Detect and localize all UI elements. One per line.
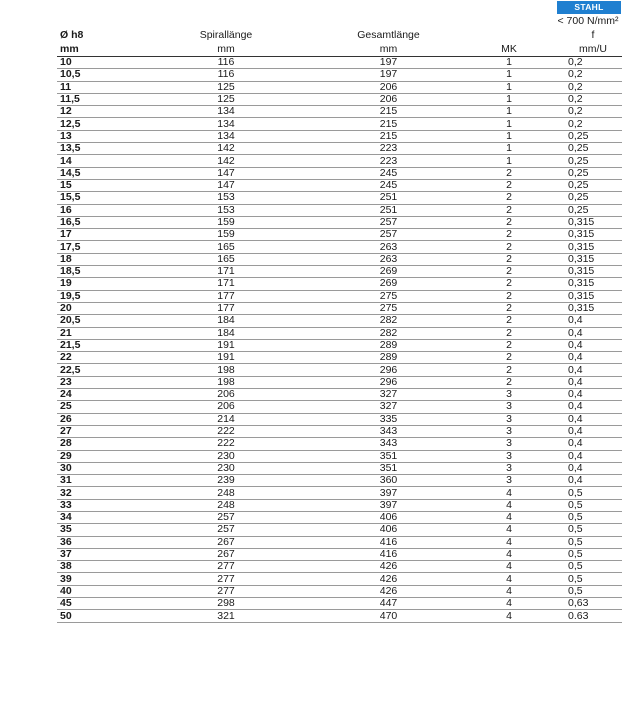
- cell-feed: 0,5: [564, 548, 622, 560]
- cell-flute-length: 184: [107, 315, 345, 327]
- cell-total-length: 289: [345, 352, 432, 364]
- cell-diameter: 35: [57, 524, 107, 536]
- cell-diameter: 11: [57, 81, 107, 93]
- cell-flute-length: 230: [107, 462, 345, 474]
- table-row: [57, 548, 622, 560]
- cell-feed: 0,5: [564, 499, 622, 511]
- cell-feed: 0,5: [564, 487, 622, 499]
- cell-feed: 0,25: [564, 143, 622, 155]
- table-row: [57, 511, 622, 523]
- cell-feed: 0,5: [564, 573, 622, 585]
- cell-flute-length: 159: [107, 216, 345, 228]
- cell-taper: 2: [432, 192, 564, 204]
- table-row: [57, 376, 622, 388]
- cell-taper: 1: [432, 93, 564, 105]
- cell-flute-length: 206: [107, 389, 345, 401]
- cell-diameter: 25: [57, 401, 107, 413]
- cell-feed: 0,4: [564, 376, 622, 388]
- table-row: [57, 573, 622, 585]
- cell-total-length: 257: [345, 229, 432, 241]
- cell-taper: 2: [432, 278, 564, 290]
- cell-flute-length: 153: [107, 204, 345, 216]
- cell-flute-length: 177: [107, 302, 345, 314]
- cell-taper: 3: [432, 425, 564, 437]
- cell-total-length: 296: [345, 364, 432, 376]
- cell-total-length: 263: [345, 241, 432, 253]
- cell-feed: 0,315: [564, 253, 622, 265]
- header-row-units: [57, 42, 622, 57]
- cell-flute-length: 248: [107, 487, 345, 499]
- cell-flute-length: 153: [107, 192, 345, 204]
- cell-diameter: 17: [57, 229, 107, 241]
- cell-diameter: 34: [57, 511, 107, 523]
- cell-diameter: 39: [57, 573, 107, 585]
- cell-flute-length: 248: [107, 499, 345, 511]
- cell-flute-length: 191: [107, 352, 345, 364]
- cell-taper: 1: [432, 69, 564, 81]
- cell-feed: 0,25: [564, 204, 622, 216]
- cell-taper: 2: [432, 315, 564, 327]
- cell-feed: 0,2: [564, 106, 622, 118]
- table-row: [57, 93, 622, 105]
- cell-total-length: 416: [345, 548, 432, 560]
- cell-total-length: 351: [345, 462, 432, 474]
- cell-diameter: 33: [57, 499, 107, 511]
- cell-total-length: 397: [345, 499, 432, 511]
- cell-taper: 1: [432, 155, 564, 167]
- cell-feed: 0,25: [564, 179, 622, 191]
- table-row: [57, 339, 622, 351]
- unit-taper: MK: [432, 42, 564, 57]
- cell-taper: 1: [432, 118, 564, 130]
- cell-diameter: 45: [57, 598, 107, 610]
- cell-diameter: 16: [57, 204, 107, 216]
- cell-flute-length: 198: [107, 376, 345, 388]
- cell-taper: 2: [432, 376, 564, 388]
- cell-diameter: 16,5: [57, 216, 107, 228]
- cell-diameter: 12: [57, 106, 107, 118]
- cell-total-length: 257: [345, 216, 432, 228]
- cell-flute-length: 147: [107, 179, 345, 191]
- table-row: [57, 315, 622, 327]
- cell-diameter: 32: [57, 487, 107, 499]
- cell-flute-length: 159: [107, 229, 345, 241]
- cell-diameter: 18: [57, 253, 107, 265]
- cell-diameter: 22,5: [57, 364, 107, 376]
- unit-total-length: mm: [345, 42, 432, 57]
- cell-taper: 2: [432, 167, 564, 179]
- cell-total-length: 197: [345, 57, 432, 69]
- cell-total-length: 426: [345, 585, 432, 597]
- cell-flute-length: 134: [107, 118, 345, 130]
- cell-taper: 2: [432, 266, 564, 278]
- cell-flute-length: 214: [107, 413, 345, 425]
- cell-diameter: 40: [57, 585, 107, 597]
- cell-feed: 0,25: [564, 130, 622, 142]
- cell-flute-length: 165: [107, 241, 345, 253]
- cell-taper: 2: [432, 253, 564, 265]
- table-row: [57, 253, 622, 265]
- cell-feed: 0,2: [564, 93, 622, 105]
- cell-feed: 0,5: [564, 511, 622, 523]
- table-row: [57, 438, 622, 450]
- cell-feed: 0,315: [564, 278, 622, 290]
- cell-taper: 2: [432, 364, 564, 376]
- cell-total-length: 269: [345, 278, 432, 290]
- cell-feed: 0,25: [564, 192, 622, 204]
- cell-flute-length: 125: [107, 81, 345, 93]
- cell-diameter: 14,5: [57, 167, 107, 179]
- cell-flute-length: 116: [107, 57, 345, 69]
- unit-feed: mm/U: [564, 42, 622, 57]
- table-row: [57, 155, 622, 167]
- table-row: [57, 413, 622, 425]
- cell-taper: 4: [432, 561, 564, 573]
- table-row: [57, 216, 622, 228]
- cell-flute-length: 257: [107, 511, 345, 523]
- unit-diameter: mm: [57, 42, 107, 57]
- table-row: [57, 561, 622, 573]
- cell-total-length: 447: [345, 598, 432, 610]
- cell-feed: 0,5: [564, 536, 622, 548]
- cell-feed: 0,2: [564, 69, 622, 81]
- cell-diameter: 29: [57, 450, 107, 462]
- cell-flute-length: 267: [107, 548, 345, 560]
- cell-total-length: 343: [345, 425, 432, 437]
- table-row: [57, 327, 622, 339]
- cell-taper: 1: [432, 143, 564, 155]
- unit-flute-length: mm: [107, 42, 345, 57]
- table-row: [57, 266, 622, 278]
- cell-total-length: 275: [345, 290, 432, 302]
- table-row: [57, 130, 622, 142]
- cell-taper: 2: [432, 204, 564, 216]
- cell-feed: 0,4: [564, 364, 622, 376]
- cell-flute-length: 171: [107, 266, 345, 278]
- table-row: [57, 179, 622, 191]
- table-row: [57, 536, 622, 548]
- cell-taper: 4: [432, 548, 564, 560]
- table-row: [57, 143, 622, 155]
- cell-diameter: 19,5: [57, 290, 107, 302]
- header-row-titles: [57, 28, 622, 42]
- cell-flute-length: 165: [107, 253, 345, 265]
- table-row: [57, 69, 622, 81]
- cell-total-length: 206: [345, 81, 432, 93]
- cell-flute-length: 142: [107, 155, 345, 167]
- cell-total-length: 215: [345, 130, 432, 142]
- cell-total-length: 426: [345, 573, 432, 585]
- cell-flute-length: 147: [107, 167, 345, 179]
- table-row: [57, 598, 622, 610]
- cell-feed: 0,4: [564, 315, 622, 327]
- cell-diameter: 13: [57, 130, 107, 142]
- table-body: [57, 57, 622, 623]
- cell-taper: 4: [432, 511, 564, 523]
- cell-flute-length: 321: [107, 610, 345, 622]
- cell-feed: 0,4: [564, 339, 622, 351]
- cell-flute-length: 267: [107, 536, 345, 548]
- cell-total-length: 282: [345, 315, 432, 327]
- cell-feed: 0,5: [564, 561, 622, 573]
- cell-total-length: 206: [345, 93, 432, 105]
- table-row: [57, 106, 622, 118]
- cell-flute-length: 134: [107, 130, 345, 142]
- cell-flute-length: 277: [107, 573, 345, 585]
- table-row: [57, 167, 622, 179]
- cell-taper: 2: [432, 352, 564, 364]
- cell-flute-length: 134: [107, 106, 345, 118]
- cell-total-length: 343: [345, 438, 432, 450]
- cell-feed: 0,5: [564, 524, 622, 536]
- table-row: [57, 475, 622, 487]
- cell-flute-length: 206: [107, 401, 345, 413]
- cell-diameter: 23: [57, 376, 107, 388]
- cell-diameter: 19: [57, 278, 107, 290]
- cell-flute-length: 298: [107, 598, 345, 610]
- cell-taper: 3: [432, 475, 564, 487]
- table-row: [57, 57, 622, 69]
- cell-total-length: 223: [345, 155, 432, 167]
- cell-taper: 1: [432, 57, 564, 69]
- cell-feed: 0,4: [564, 389, 622, 401]
- cell-feed: 0,315: [564, 241, 622, 253]
- cell-taper: 4: [432, 499, 564, 511]
- cell-total-length: 275: [345, 302, 432, 314]
- col-header-taper: [432, 28, 564, 42]
- table-row: [57, 462, 622, 474]
- cell-flute-length: 257: [107, 524, 345, 536]
- table-row: [57, 499, 622, 511]
- cell-diameter: 15: [57, 179, 107, 191]
- cell-feed: 0,4: [564, 327, 622, 339]
- cell-taper: 2: [432, 290, 564, 302]
- cell-taper: 4: [432, 585, 564, 597]
- cell-feed: 0,315: [564, 302, 622, 314]
- cell-diameter: 37: [57, 548, 107, 560]
- cell-feed: 0,4: [564, 450, 622, 462]
- cell-diameter: 50: [57, 610, 107, 622]
- cell-total-length: 251: [345, 192, 432, 204]
- cell-total-length: 197: [345, 69, 432, 81]
- cell-diameter: 21,5: [57, 339, 107, 351]
- cell-diameter: 10,5: [57, 69, 107, 81]
- table-row: [57, 118, 622, 130]
- table-row: [57, 364, 622, 376]
- cell-feed: 0,4: [564, 425, 622, 437]
- cell-diameter: 27: [57, 425, 107, 437]
- cell-diameter: 17,5: [57, 241, 107, 253]
- cell-feed: 0,2: [564, 57, 622, 69]
- cell-diameter: 15,5: [57, 192, 107, 204]
- cell-feed: 0,2: [564, 81, 622, 93]
- table-row: [57, 278, 622, 290]
- cell-diameter: 11,5: [57, 93, 107, 105]
- cell-feed: 0,315: [564, 216, 622, 228]
- table-row: [57, 401, 622, 413]
- cell-total-length: 269: [345, 266, 432, 278]
- cell-total-length: 282: [345, 327, 432, 339]
- cell-total-length: 406: [345, 524, 432, 536]
- cell-taper: 4: [432, 536, 564, 548]
- cell-taper: 1: [432, 106, 564, 118]
- col-header-diameter: Ø h8: [60, 29, 84, 41]
- cell-total-length: 406: [345, 511, 432, 523]
- cell-total-length: 251: [345, 204, 432, 216]
- table-row: [57, 192, 622, 204]
- col-header-feed: f: [591, 29, 595, 41]
- cell-feed: 0,4: [564, 475, 622, 487]
- table-row: [57, 302, 622, 314]
- cell-diameter: 30: [57, 462, 107, 474]
- cell-total-length: 263: [345, 253, 432, 265]
- cell-total-length: 360: [345, 475, 432, 487]
- cell-feed: 0,2: [564, 118, 622, 130]
- cell-flute-length: 184: [107, 327, 345, 339]
- cell-diameter: 28: [57, 438, 107, 450]
- col-header-total-length: Gesamtlänge: [357, 29, 420, 41]
- cell-feed: 0,63: [564, 598, 622, 610]
- cell-diameter: 13,5: [57, 143, 107, 155]
- cell-feed: 0,5: [564, 585, 622, 597]
- table-row: [57, 425, 622, 437]
- material-strength-label: < 700 N/mm²: [557, 15, 619, 27]
- table-row: [57, 290, 622, 302]
- cell-taper: 1: [432, 81, 564, 93]
- cell-taper: 2: [432, 229, 564, 241]
- cell-feed: 0,315: [564, 266, 622, 278]
- cell-taper: 3: [432, 389, 564, 401]
- drill-dimension-table: [57, 28, 622, 623]
- cell-feed: 0,4: [564, 438, 622, 450]
- cell-flute-length: 142: [107, 143, 345, 155]
- cell-total-length: 215: [345, 106, 432, 118]
- cell-diameter: 18,5: [57, 266, 107, 278]
- cell-feed: 0,4: [564, 462, 622, 474]
- cell-total-length: 351: [345, 450, 432, 462]
- cell-feed: 0.63: [564, 610, 622, 622]
- cell-diameter: 24: [57, 389, 107, 401]
- cell-flute-length: 171: [107, 278, 345, 290]
- cell-flute-length: 116: [107, 69, 345, 81]
- table-row: [57, 81, 622, 93]
- cell-taper: 2: [432, 179, 564, 191]
- cell-feed: 0,4: [564, 413, 622, 425]
- cell-flute-length: 222: [107, 438, 345, 450]
- cell-diameter: 21: [57, 327, 107, 339]
- cell-taper: 2: [432, 216, 564, 228]
- cell-taper: 4: [432, 598, 564, 610]
- cell-taper: 2: [432, 327, 564, 339]
- cell-taper: 3: [432, 401, 564, 413]
- table-row: [57, 389, 622, 401]
- cell-total-length: 289: [345, 339, 432, 351]
- cell-taper: 4: [432, 573, 564, 585]
- cell-diameter: 20,5: [57, 315, 107, 327]
- cell-diameter: 22: [57, 352, 107, 364]
- cell-taper: 4: [432, 487, 564, 499]
- cell-total-length: 327: [345, 401, 432, 413]
- cell-feed: 0,25: [564, 167, 622, 179]
- cell-taper: 3: [432, 438, 564, 450]
- table-row: [57, 610, 622, 622]
- table-row: [57, 241, 622, 253]
- cell-total-length: 470: [345, 610, 432, 622]
- cell-taper: 1: [432, 130, 564, 142]
- cell-feed: 0,25: [564, 155, 622, 167]
- table-row: [57, 524, 622, 536]
- cell-flute-length: 222: [107, 425, 345, 437]
- table-row: [57, 204, 622, 216]
- cell-diameter: 36: [57, 536, 107, 548]
- cell-total-length: 245: [345, 179, 432, 191]
- material-badge-label: STAHL: [574, 2, 604, 12]
- cell-flute-length: 277: [107, 585, 345, 597]
- cell-flute-length: 125: [107, 93, 345, 105]
- cell-total-length: 426: [345, 561, 432, 573]
- cell-total-length: 223: [345, 143, 432, 155]
- cell-total-length: 215: [345, 118, 432, 130]
- cell-total-length: 397: [345, 487, 432, 499]
- cell-flute-length: 277: [107, 561, 345, 573]
- cell-flute-length: 230: [107, 450, 345, 462]
- cell-taper: 3: [432, 413, 564, 425]
- col-header-flute-length: Spirallänge: [199, 29, 253, 41]
- cell-taper: 2: [432, 302, 564, 314]
- cell-flute-length: 198: [107, 364, 345, 376]
- cell-feed: 0,315: [564, 229, 622, 241]
- cell-taper: 3: [432, 462, 564, 474]
- table-row: [57, 487, 622, 499]
- cell-flute-length: 191: [107, 339, 345, 351]
- cell-total-length: 296: [345, 376, 432, 388]
- cell-total-length: 245: [345, 167, 432, 179]
- cell-feed: 0,4: [564, 352, 622, 364]
- cell-diameter: 31: [57, 475, 107, 487]
- cell-taper: 2: [432, 241, 564, 253]
- cell-total-length: 335: [345, 413, 432, 425]
- cell-taper: 3: [432, 450, 564, 462]
- cell-diameter: 38: [57, 561, 107, 573]
- cell-taper: 4: [432, 610, 564, 622]
- cell-flute-length: 239: [107, 475, 345, 487]
- table-row: [57, 585, 622, 597]
- cell-total-length: 327: [345, 389, 432, 401]
- cell-flute-length: 177: [107, 290, 345, 302]
- cell-diameter: 20: [57, 302, 107, 314]
- cell-feed: 0,315: [564, 290, 622, 302]
- cell-diameter: 10: [57, 57, 107, 69]
- cell-feed: 0,4: [564, 401, 622, 413]
- cell-taper: 4: [432, 524, 564, 536]
- cell-diameter: 26: [57, 413, 107, 425]
- cell-total-length: 416: [345, 536, 432, 548]
- material-badge: [557, 1, 621, 14]
- table-row: [57, 450, 622, 462]
- table-row: [57, 229, 622, 241]
- table-row: [57, 352, 622, 364]
- cell-taper: 2: [432, 339, 564, 351]
- cell-diameter: 14: [57, 155, 107, 167]
- cell-diameter: 12,5: [57, 118, 107, 130]
